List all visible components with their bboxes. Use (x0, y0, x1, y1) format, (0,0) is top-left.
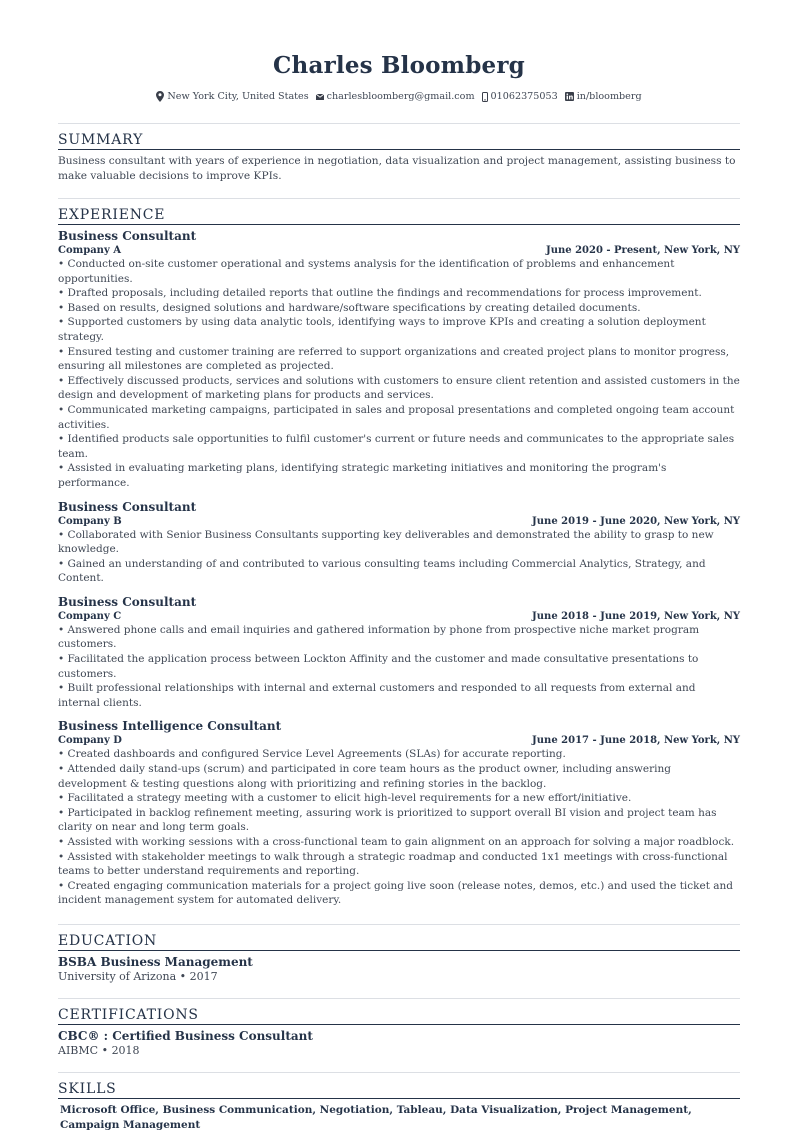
job-meta (58, 244, 740, 257)
job-company: Company C (58, 610, 122, 622)
divider (58, 198, 740, 199)
job-meta (58, 515, 740, 528)
skills-list: Microsoft Office, Business Communication, Negotiation, Tableau, Data Visualization, Project Management, Campaign Management (60, 1103, 692, 1131)
phone-icon (482, 92, 488, 102)
bullet-item: • Facilitated the application process between Lockton Affinity and the customer and made consultative presentations to customers. (58, 652, 740, 681)
divider (58, 1072, 740, 1073)
bullet-item: • Based on results, designed solutions and hardware/software specifications by creating detailed documents. (58, 301, 740, 316)
job-company: Company A (58, 245, 122, 256)
job-title: Business Consultant (58, 499, 197, 514)
skills-section (58, 1081, 740, 1133)
job-title: Business Consultant (58, 594, 197, 609)
job-dates: June 2020 - Present, New York, NY (545, 245, 740, 256)
summary-heading: SUMMARY (58, 132, 740, 150)
job-company: Company B (58, 515, 122, 527)
map-pin-icon (156, 91, 164, 102)
bullet-item: • Assisted with working sessions with a cross-functional team to gain alignment on an approach for solving a major roadblock. (58, 835, 740, 850)
education-school: University of Arizona (58, 969, 177, 983)
contact-location (156, 90, 308, 103)
certification-entry (58, 1029, 740, 1058)
job-dates: June 2018 - June 2019, New York, NY (532, 610, 740, 622)
summary-text: Business consultant with years of experience in negotiation, data visualization and project management, assisting business to make valuable decisions to improve KPIs. (58, 155, 736, 182)
contact-phone[interactable] (482, 90, 558, 103)
bullet-item: • Facilitated a strategy meeting with a customer to elicit high-level requirements for a new effort/initiative. (58, 791, 740, 806)
education-section (58, 933, 740, 984)
bullet-item: • Ensured testing and customer training are referred to support organizations and created project plans to monitor progress, ensuring all milestones are completed as projected. (58, 345, 740, 374)
certification-name: CBC® : Certified Business Consultant (58, 1028, 313, 1043)
certifications-heading: CERTIFICATIONS (58, 1007, 740, 1025)
certification-details (58, 1044, 740, 1058)
bullet-item: • Communicated marketing campaigns, participated in sales and proposal presentations and completed ongoing team account activities. (58, 403, 740, 432)
bullet-item: • Drafted proposals, including detailed reports that outline the findings and recommendations for process improvement. (58, 286, 740, 301)
bullet-item: • Supported customers by using data analytic tools, identifying ways to improve KPIs and creating a solution deployment strategy. (58, 315, 740, 344)
education-heading: EDUCATION (58, 933, 740, 951)
divider (58, 924, 740, 925)
contact-email[interactable] (316, 90, 475, 103)
bullet-item: • Attended daily stand-ups (scrum) and participated in core team hours as the product owner, including answering development & testing questions along with prioritizing and refining stories in the backlog. (58, 762, 740, 791)
education-degree: BSBA Business Management (58, 954, 253, 969)
separator-dot: • (179, 969, 190, 983)
job-title: Business Consultant (58, 229, 197, 243)
linkedin-text[interactable]: in/bloomberg (576, 91, 642, 102)
job-entry (58, 229, 740, 491)
experience-section (58, 207, 740, 908)
job-dates: June 2017 - June 2018, New York, NY (532, 735, 740, 747)
candidate-name: Charles Bloomberg (273, 52, 525, 79)
divider (58, 998, 740, 999)
email-text[interactable]: charlesbloomberg@gmail.com (326, 91, 475, 102)
bullet-item: • Assisted with stakeholder meetings to walk through a strategic roadmap and conducted 1x1 meetings with cross-functional teams to better understand requirements and reporting. (58, 850, 740, 879)
job-meta (58, 610, 740, 623)
separator-dot: • (101, 1043, 112, 1057)
bullet-item: • Collaborated with Senior Business Consultants supporting key deliverables and demonstrated the ability to grasp to new knowledge. (58, 528, 740, 557)
linkedin-icon (565, 92, 574, 101)
bullet-item: • Built professional relationships with internal and external customers and responded to all requests from external and internal clients. (58, 681, 740, 710)
bullet-item: • Assisted in evaluating marketing plans, identifying strategic marketing initiatives and monitoring the program's performance. (58, 461, 740, 490)
certification-issuer: AIBMC (58, 1043, 99, 1057)
location-text: New York City, United States (167, 91, 309, 102)
job-entry (58, 500, 740, 586)
skills-heading: SKILLS (58, 1081, 740, 1099)
summary-section (58, 132, 740, 184)
bullet-item: • Answered phone calls and email inquiries and gathered information by phone from prospective niche market program customers. (58, 623, 740, 652)
job-bullets (58, 623, 740, 711)
bullet-item: • Identified products sale opportunities to fulfil customer's current or future needs and communicates to the appropriate sales team. (58, 432, 740, 461)
bullet-item: • Created dashboards and configured Service Level Agreements (SLAs) for accurate reporting. (58, 747, 740, 762)
experience-heading: EXPERIENCE (58, 207, 740, 225)
job-meta (58, 734, 740, 747)
bullet-item: • Conducted on-site customer operational and systems analysis for the identification of problems and enhancement opportunities. (58, 257, 740, 286)
job-bullets (58, 747, 740, 908)
job-company: Company D (58, 735, 122, 747)
bullet-item: • Created engaging communication materials for a project going live soon (release notes, demos, etc.) and used the ticket and incident management system for automated delivery. (58, 879, 740, 908)
job-bullets (58, 257, 740, 491)
phone-text[interactable]: 01062375053 (490, 91, 558, 102)
job-title: Business Intelligence Consultant (58, 719, 282, 734)
education-year: 2017 (189, 969, 218, 983)
certification-year: 2018 (111, 1043, 140, 1057)
bullet-item: • Participated in backlog refinement meeting, assuring work is prioritized to support overall BI vision and project team has clarity on near and long term goals. (58, 806, 740, 835)
education-details (58, 970, 740, 984)
contact-linkedin[interactable] (565, 90, 642, 103)
certifications-section (58, 1007, 740, 1058)
bullet-item: • Gained an understanding of and contributed to various consulting teams including Commercial Analytics, Strategy, and Content. (58, 557, 740, 586)
education-entry (58, 955, 740, 984)
job-bullets (58, 528, 740, 586)
job-dates: June 2019 - June 2020, New York, NY (532, 515, 740, 527)
envelope-icon (316, 94, 324, 100)
divider (58, 123, 740, 124)
contact-bar (58, 90, 740, 103)
bullet-item: • Effectively discussed products, services and solutions with customers to ensure client retention and assisted customers in the design and development of marketing plans for products and services. (58, 374, 740, 403)
job-entry (58, 719, 740, 908)
job-entry (58, 595, 740, 711)
